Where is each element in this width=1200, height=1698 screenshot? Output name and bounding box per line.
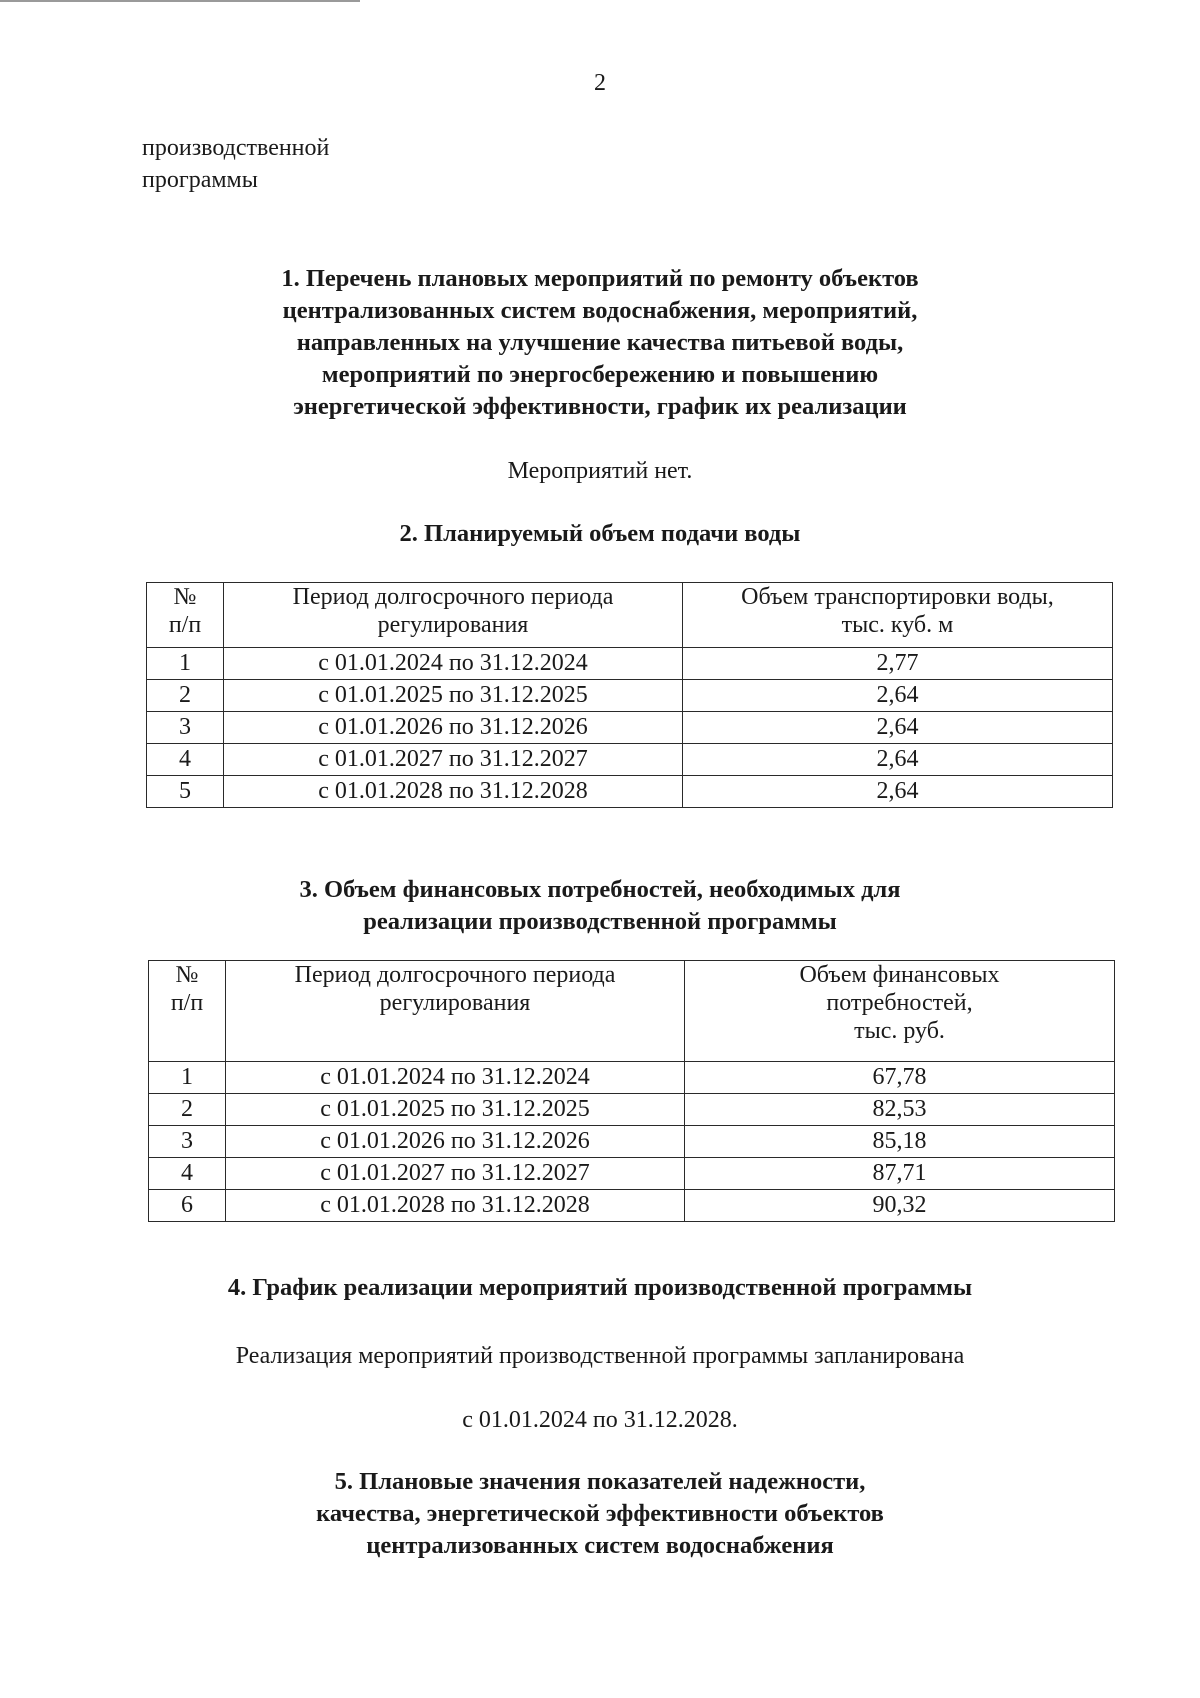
header-value	[685, 961, 1115, 1062]
table-row	[147, 712, 1113, 744]
header-period	[226, 961, 685, 1062]
header-num-line: №	[173, 584, 197, 610]
header-period-line: регулирования	[379, 990, 531, 1016]
section1-title	[0, 263, 1200, 423]
row-value: 85,18	[685, 1126, 1115, 1158]
table-row	[149, 1158, 1115, 1190]
row-period: с 01.01.2024 по 31.12.2024	[226, 1062, 685, 1094]
section4-title: 4. График реализации мероприятий производственной программы	[227, 1274, 973, 1301]
row-value: 2,64	[683, 680, 1113, 712]
row-num: 2	[149, 1094, 226, 1126]
row-num: 1	[149, 1062, 226, 1094]
row-value: 82,53	[685, 1094, 1115, 1126]
header-num-line: №	[175, 962, 199, 988]
row-value: 90,32	[685, 1190, 1115, 1222]
row-period: с 01.01.2026 по 31.12.2026	[226, 1126, 685, 1158]
header-period-line: Период долгосрочного периода	[294, 962, 616, 988]
section5-title-line: централизованных систем водоснабжения	[366, 1532, 834, 1559]
table-row	[147, 648, 1113, 680]
table-header-row	[147, 583, 1113, 648]
row-num: 2	[147, 680, 224, 712]
row-period: с 01.01.2028 по 31.12.2028	[224, 776, 683, 808]
row-period: с 01.01.2026 по 31.12.2026	[224, 712, 683, 744]
header-value	[683, 583, 1113, 648]
row-value: 2,64	[683, 712, 1113, 744]
table-row	[149, 1062, 1115, 1094]
section1-title-line: мероприятий по энергосбережению и повышению	[321, 361, 879, 388]
table-row	[147, 776, 1113, 808]
row-value: 87,71	[685, 1158, 1115, 1190]
section5-title-line: 5. Плановые значения показателей надежности,	[334, 1468, 866, 1495]
header-value-line: потребностей,	[826, 990, 973, 1016]
section1-note: Мероприятий нет.	[507, 458, 693, 484]
header-value-line: Объем транспортировки воды,	[741, 584, 1054, 610]
row-period: с 01.01.2024 по 31.12.2024	[224, 648, 683, 680]
table-row	[149, 1126, 1115, 1158]
header-period-line: Период долгосрочного периода	[292, 584, 614, 610]
table-row	[149, 1190, 1115, 1222]
table-row	[147, 680, 1113, 712]
row-period: с 01.01.2027 по 31.12.2027	[226, 1158, 685, 1190]
row-value: 2,77	[683, 648, 1113, 680]
header-num-line: п/п	[170, 990, 204, 1016]
row-num: 5	[147, 776, 224, 808]
row-value: 67,78	[685, 1062, 1115, 1094]
header-num	[149, 961, 226, 1062]
finance-table	[148, 960, 1115, 1222]
section3-title-line: 3. Объем финансовых потребностей, необходимых для	[299, 876, 901, 903]
row-num: 3	[147, 712, 224, 744]
table-row	[149, 1094, 1115, 1126]
row-period: с 01.01.2028 по 31.12.2028	[226, 1190, 685, 1222]
section3-title-line: реализации производственной программы	[363, 908, 837, 935]
table-header-row	[149, 961, 1115, 1062]
scan-edge-line	[0, 0, 360, 2]
section4-text-line2: с 01.01.2024 по 31.12.2028.	[462, 1407, 738, 1433]
row-period: с 01.01.2027 по 31.12.2027	[224, 744, 683, 776]
section5-title-line: качества, энергетической эффективности объектов	[316, 1500, 884, 1527]
section1-title-line: централизованных систем водоснабжения, мероприятий,	[282, 297, 918, 324]
section1-title-line: 1. Перечень плановых мероприятий по ремонту объектов	[281, 265, 919, 292]
header-value-line: Объем финансовых	[799, 962, 1000, 988]
row-num: 1	[147, 648, 224, 680]
section1-title-line: направленных на улучшение качества питьевой воды,	[296, 329, 904, 356]
header-period	[224, 583, 683, 648]
section3-title	[0, 874, 1200, 938]
header-num	[147, 583, 224, 648]
row-num: 4	[147, 744, 224, 776]
row-num: 6	[149, 1190, 226, 1222]
header-value-line: тыс. куб. м	[841, 612, 954, 638]
continuation-text	[142, 132, 329, 196]
continuation-line: производственной	[142, 135, 330, 161]
header-num-line: п/п	[168, 612, 202, 638]
water-volume-table	[146, 582, 1113, 808]
table-row	[147, 744, 1113, 776]
row-period: с 01.01.2025 по 31.12.2025	[224, 680, 683, 712]
section5-title	[0, 1466, 1200, 1562]
continuation-line: программы	[142, 167, 258, 193]
header-value-line: тыс. руб.	[854, 1018, 945, 1044]
section4-text-line1: Реализация мероприятий производственной программы запланирована	[235, 1343, 965, 1369]
section1-title-line: энергетической эффективности, график их реализации	[293, 393, 907, 420]
row-value: 2,64	[683, 776, 1113, 808]
header-period-line: регулирования	[377, 612, 529, 638]
row-value: 2,64	[683, 744, 1113, 776]
page-number: 2	[594, 70, 606, 96]
row-num: 4	[149, 1158, 226, 1190]
section2-title: 2. Планируемый объем подачи воды	[399, 520, 801, 547]
row-num: 3	[149, 1126, 226, 1158]
row-period: с 01.01.2025 по 31.12.2025	[226, 1094, 685, 1126]
